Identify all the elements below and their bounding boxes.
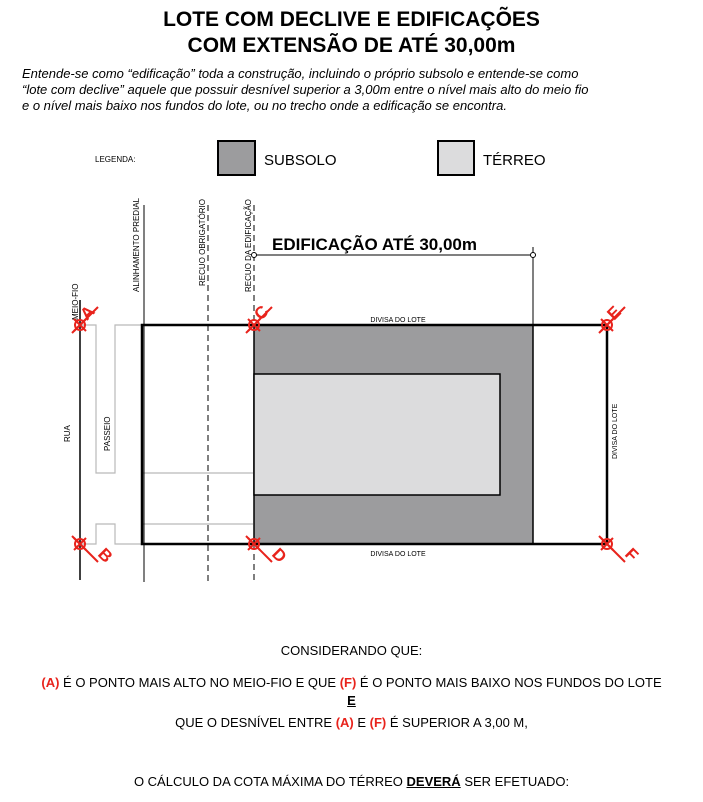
considering-line-3	[0, 774, 703, 790]
point-label-c: C	[250, 301, 273, 324]
page-title-line-2: COM EXTENSÃO DE ATÉ 30,00m	[187, 34, 516, 57]
terreo-area	[254, 374, 500, 495]
label-passeio: PASSEIO	[103, 416, 112, 451]
label-divisa-right: DIVISA DO LOTE	[612, 403, 619, 459]
ref-point-f: (F)	[339, 675, 357, 690]
considering-line-2-text-1: QUE O DESNÍVEL ENTRE	[175, 715, 336, 730]
label-divisa-top: DIVISA DO LOTE	[370, 317, 426, 324]
considering-line-1-text-1: É O PONTO MAIS ALTO NO MEIO-FIO E QUE	[59, 675, 340, 690]
point-label-a: A	[76, 301, 99, 324]
legend-label-subsolo: SUBSOLO	[264, 152, 337, 169]
marker-f	[599, 536, 625, 562]
ref-point-a-2: (A)	[335, 715, 354, 730]
intro-line-3: e o nível mais baixo nos fundos do lote, ou no trecho onde a edificação se encontra.	[22, 98, 507, 113]
considering-line-2-text-3: É SUPERIOR A 3,00 M,	[386, 715, 528, 730]
label-divisa-bottom: DIVISA DO LOTE	[370, 551, 426, 558]
considering-line-1	[0, 675, 703, 691]
conjunction-e: E	[347, 693, 356, 708]
marker-b	[72, 536, 98, 562]
point-label-d: D	[268, 544, 291, 567]
legend-label: LEGENDA:	[95, 155, 136, 164]
considering-line-3-text-2: SER EFETUADO:	[460, 774, 570, 789]
considering-line-2-text-2: E	[353, 715, 370, 730]
intro-line-2: “lote com declive” aquele que possuir desnível superior a 3,00m entre o nível mais alto do meio fio	[22, 82, 589, 97]
point-label-b: B	[94, 544, 117, 567]
legend-swatch-terreo	[438, 141, 474, 175]
point-label-f: F	[621, 544, 642, 566]
considering-line-1-text-2: É O PONTO MAIS BAIXO NOS FUNDOS DO LOTE	[356, 675, 662, 690]
considering-heading: CONSIDERANDO QUE:	[280, 643, 423, 658]
conjunction	[0, 693, 703, 709]
ref-point-a: (A)	[41, 675, 60, 690]
dimension-label: EDIFICAÇÃO ATÉ 30,00m	[272, 235, 477, 254]
label-rua: RUA	[63, 425, 72, 442]
ref-point-f-2: (F)	[369, 715, 387, 730]
label-alinhamento-predial: ALINHAMENTO PREDIAL	[132, 197, 141, 292]
dimension-endpoint-right	[531, 253, 536, 258]
emphasis-devera: DEVERÁ	[406, 774, 461, 789]
intro-line-1: Entende-se como “edificação” toda a construção, incluindo o próprio subsolo e entende-se como	[22, 66, 579, 81]
point-label-e: E	[603, 302, 625, 324]
legend-swatch-subsolo	[218, 141, 255, 175]
label-recuo-edificacao: RECUO DA EDIFICAÇÃO	[244, 199, 253, 292]
label-meio-fio: MEIO-FIO	[71, 283, 80, 320]
considering-line-3-text-1: O CÁLCULO DA COTA MÁXIMA DO TÉRREO	[133, 774, 407, 789]
legend-label-terreo: TÉRREO	[483, 152, 546, 169]
considering-line-2	[0, 715, 703, 731]
page-title-line-1: LOTE COM DECLIVE E EDIFICAÇÕES	[163, 8, 540, 31]
label-recuo-obrigatorio: RECUO OBRIGATÓRIO	[198, 199, 207, 286]
